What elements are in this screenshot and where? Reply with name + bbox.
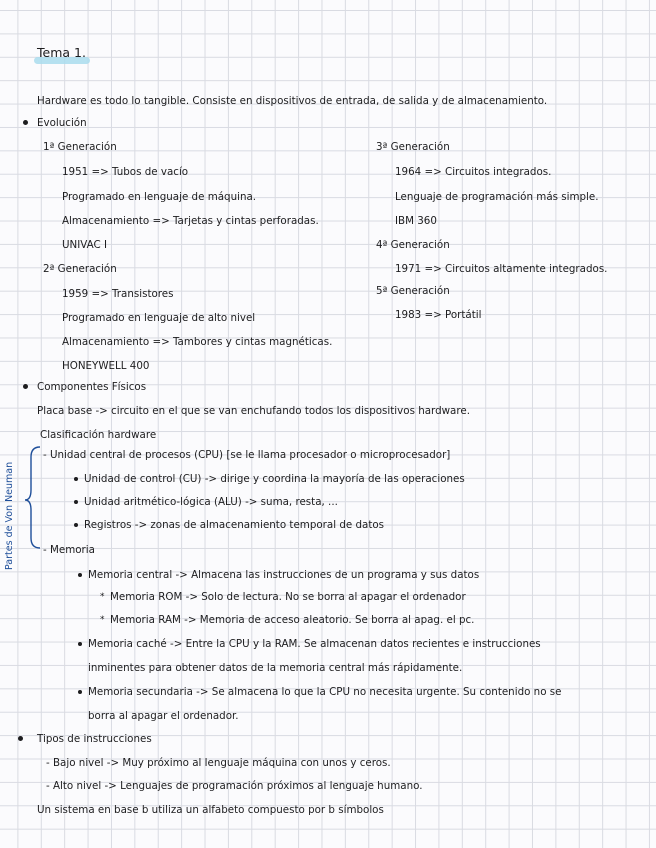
gen2-heading: 2ª Generación: [43, 263, 117, 275]
gen1-line: Almacenamiento => Tarjetas y cintas perforadas.: [62, 215, 319, 227]
mem-ram-line: Memoria RAM -> Memoria de acceso aleatorio. Se borra al apag. el pc.: [110, 614, 475, 626]
page-title: Tema 1.: [37, 45, 86, 60]
gen3-line: IBM 360: [395, 215, 437, 227]
gen3-line: 1964 => Circuitos integrados.: [395, 166, 552, 178]
gen1-line: 1951 => Tubos de vacío: [62, 166, 189, 178]
bullet-mem-central: [78, 573, 82, 577]
intro-text: Hardware es todo lo tangible. Consiste en dispositivos de entrada, de salida y de almacenamiento.: [37, 95, 548, 107]
mem-cache-line-2: inminentes para obtener datos de la memoria central más rápidamente.: [88, 662, 463, 674]
von-neumann-label: Partes de Von Neuman: [4, 461, 15, 570]
gen2-line: HONEYWELL 400: [62, 360, 150, 372]
bullet-tipos: [18, 736, 23, 741]
mem-secundaria-line: Memoria secundaria -> Se almacena lo que la CPU no necesita urgente. Su contenido no se: [88, 686, 562, 698]
alto-nivel-line: - Alto nivel -> Lenguajes de programación próximos al lenguaje humano.: [46, 780, 423, 792]
tipos-heading: Tipos de instrucciones: [37, 733, 152, 745]
gen5-heading: 5ª Generación: [376, 285, 450, 297]
gen5-line: 1983 => Portátil: [395, 309, 482, 321]
ram-star-icon: *: [100, 615, 105, 625]
mem-central-line: Memoria central -> Almacena las instrucciones de un programa y sus datos: [88, 569, 480, 581]
gen1-line: Programado en lenguaje de máquina.: [62, 191, 257, 203]
memoria-heading: - Memoria: [43, 544, 95, 556]
alu-line: Unidad aritmético-lógica (ALU) -> suma, resta, ...: [84, 496, 338, 508]
bullet-mem-cache: [78, 642, 82, 646]
rom-star-icon: *: [100, 592, 105, 602]
componentes-heading: Componentes Físicos: [37, 381, 147, 393]
bullet-cu: [74, 477, 78, 481]
evolucion-heading: Evolución: [37, 117, 87, 129]
cpu-line: - Unidad central de procesos (CPU) [se le llama procesador o microprocesador]: [43, 449, 451, 461]
cu-line: Unidad de control (CU) -> dirige y coordina la mayoría de las operaciones: [84, 473, 465, 485]
bajo-nivel-line: - Bajo nivel -> Muy próximo al lenguaje máquina con unos y ceros.: [46, 757, 391, 769]
gen4-line: 1971 => Circuitos altamente integrados.: [395, 263, 608, 275]
gen3-heading: 3ª Generación: [376, 141, 450, 153]
gen4-heading: 4ª Generación: [376, 239, 450, 251]
mem-secundaria-line-2: borra al apagar el ordenador.: [88, 710, 239, 722]
gen1-heading: 1ª Generación: [43, 141, 117, 153]
gen3-line: Lenguaje de programación más simple.: [395, 191, 599, 203]
clasificacion-text: Clasificación hardware: [40, 429, 157, 441]
bullet-alu: [74, 500, 78, 504]
mem-cache-line: Memoria caché -> Entre la CPU y la RAM. Se almacenan datos recientes e instrucciones: [88, 638, 541, 650]
gen2-line: Almacenamiento => Tambores y cintas magnéticas.: [62, 336, 333, 348]
sistema-line: Un sistema en base b utiliza un alfabeto compuesto por b símbolos: [37, 804, 384, 816]
mem-rom-line: Memoria ROM -> Solo de lectura. No se borra al apagar el ordenador: [110, 591, 466, 603]
placa-base-text: Placa base -> circuito en el que se van enchufando todos los dispositivos hardware.: [37, 405, 470, 417]
bullet-mem-secundaria: [78, 690, 82, 694]
registros-line: Registros -> zonas de almacenamiento temporal de datos: [84, 519, 385, 531]
gen2-line: Programado en lenguaje de alto nivel: [62, 312, 256, 324]
bullet-registros: [74, 523, 78, 527]
gen1-line: UNIVAC I: [62, 239, 108, 251]
gen2-line: 1959 => Transistores: [62, 288, 174, 300]
